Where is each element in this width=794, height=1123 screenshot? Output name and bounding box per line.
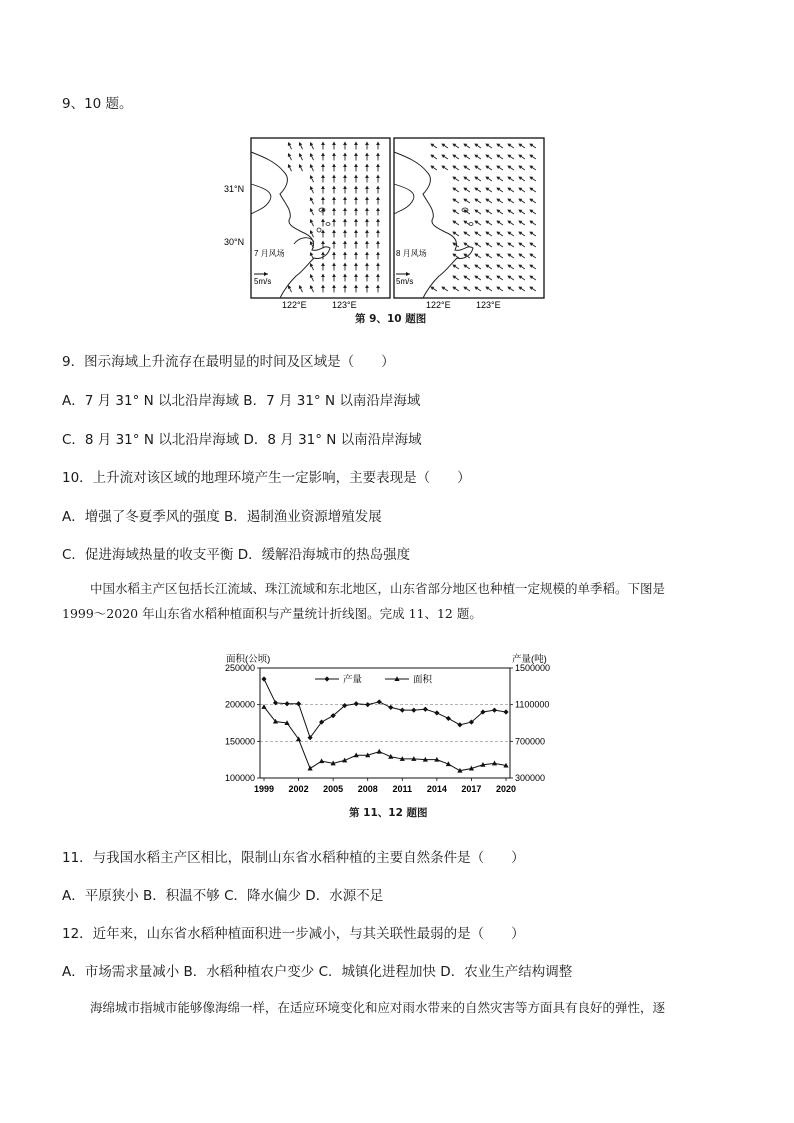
series-0-point-21: [503, 709, 508, 714]
lat-label-31: 31°N: [224, 184, 245, 194]
lon-label-122-right: 122°E: [426, 300, 451, 310]
left-axis-label: 面积(公顷): [226, 654, 271, 665]
series-0-point-10: [377, 699, 382, 704]
x-tick-label-5: 2014: [426, 784, 447, 794]
passage-11-12-line1: 中国水稻主产区包括长江流域、珠江流域和东北地区，山东省部分地区也种植一定规模的单季稻。下图是: [90, 581, 666, 596]
right-tick-label-2: 700000: [515, 736, 546, 747]
x-tick-label-3: 2008: [357, 784, 378, 794]
passage-11-12-line2: 1999～2020 年山东省水稻种植面积与产量统计折线图。完成 11、12 题。: [62, 606, 482, 621]
series-0-point-13: [411, 708, 416, 713]
series-0-point-8: [354, 701, 359, 706]
series-0-point-20: [492, 708, 497, 713]
x-tick-label-1: 2002: [288, 784, 309, 794]
section-intro: 9、10 题。: [62, 96, 133, 112]
x-tick-label-2: 2005: [323, 784, 344, 794]
series-1-point-20: [492, 761, 497, 766]
series-1-point-4: [307, 766, 312, 771]
q9-options-ab: A．7 月 31° N 以北沿岸海域 B．7 月 31° N 以南沿岸海域: [62, 393, 421, 409]
series-0-point-14: [423, 707, 428, 712]
scale-label-right: 5m/s: [396, 277, 414, 286]
right-tick-label-0: 1500000: [515, 663, 550, 673]
series-1-point-10: [377, 749, 382, 754]
series-0-point-2: [284, 701, 289, 706]
x-tick-label-0: 1999: [253, 784, 275, 794]
july-panel-label: 7 月风场: [254, 249, 285, 258]
passage-next-line1: 海绵城市指城市能够像海绵一样，在适应环境变化和应对雨水带来的自然灾害等方面具有良好的弹性，逐: [90, 1000, 666, 1015]
q9-stem: 9．图示海域上升流存在最明显的时间及区域是（ ）: [62, 354, 395, 370]
x-tick-label-6: 2017: [461, 784, 482, 794]
passage-11-12: [62, 576, 738, 626]
august-wind-panel: [394, 138, 544, 298]
lon-label-122-left: 122°E: [282, 300, 307, 310]
q11-stem: 11．与我国水稻主产区相比，限制山东省水稻种植的主要自然条件是（ ）: [62, 850, 525, 866]
series-0-point-16: [446, 716, 451, 721]
q12-stem: 12．近年来，山东省水稻种植面积进一步减小，与其关联性最弱的是（ ）: [62, 926, 525, 942]
series-line-0: [264, 679, 506, 738]
series-0-point-9: [365, 702, 370, 707]
series-0-point-3: [296, 701, 301, 706]
left-tick-label-3: 100000: [224, 773, 255, 783]
wind-field-maps: [224, 132, 554, 327]
map-figure-caption: 第 9、10 题图: [355, 313, 427, 325]
series-0-point-11: [388, 705, 393, 710]
q10-options-cd: C．促进海域热量的收支平衡 D．缓解沿海城市的热岛强度: [62, 547, 411, 563]
lon-label-123-right: 123°E: [476, 300, 501, 310]
left-tick-label-1: 200000: [224, 699, 255, 710]
series-0-point-15: [434, 710, 439, 715]
series-line-1: [264, 707, 506, 771]
right-tick-label-3: 300000: [515, 773, 546, 783]
wind-field-figure: [224, 132, 554, 327]
rice-chart-svg: [210, 648, 550, 813]
x-tick-label-7: 2020: [495, 784, 517, 794]
q12-options: A．市场需求量减小 B．水稻种植农户变少 C．城镇化进程加快 D．农业生产结构调整: [62, 964, 573, 980]
series-1-point-5: [319, 758, 324, 763]
series-0-point-17: [457, 722, 462, 727]
rice-chart: [210, 648, 550, 813]
lon-label-123-left: 123°E: [332, 300, 357, 310]
lat-label-30: 30°N: [224, 237, 245, 247]
q9-options-cd: C．8 月 31° N 以北沿岸海域 D．8 月 31° N 以南沿岸海域: [62, 432, 422, 448]
legend-marker-0: [324, 676, 329, 681]
q10-stem: 10．上升流对该区域的地理环境产生一定影响，主要表现是（ ）: [62, 470, 471, 486]
q10-options-ab: A．增强了冬夏季风的强度 B．遏制渔业资源增殖发展: [62, 509, 382, 525]
series-0-point-0: [261, 676, 266, 681]
legend-label-0: 产量: [343, 674, 363, 686]
legend-label-1: 面积: [413, 674, 433, 686]
left-tick-label-2: 150000: [224, 736, 255, 747]
series-0-point-12: [400, 708, 405, 713]
august-panel-label: 8 月风场: [396, 249, 427, 258]
right-axis-label: 产量(吨): [512, 654, 547, 665]
x-tick-label-4: 2011: [392, 784, 413, 794]
passage-next: [62, 995, 738, 1020]
left-tick-label-0: 250000: [224, 663, 255, 673]
july-wind-panel: [251, 138, 390, 298]
chart-caption: 第 11、12 题图: [349, 807, 428, 819]
right-tick-label-1: 1100000: [515, 699, 550, 710]
q11-options: A．平原狭小 B．积温不够 C．降水偏少 D．水源不足: [62, 888, 384, 904]
scale-label-left: 5m/s: [254, 277, 272, 286]
